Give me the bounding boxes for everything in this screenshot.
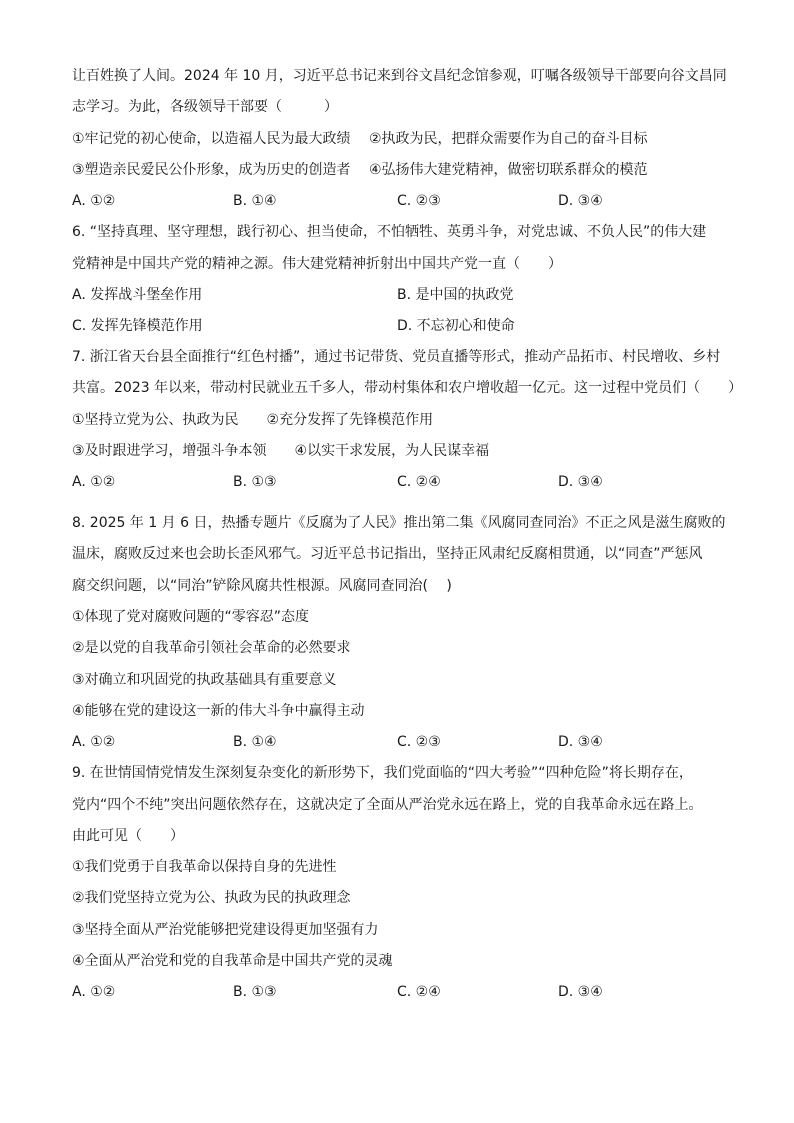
q7-option-c[interactable]: C. ②④: [397, 474, 441, 490]
q5-stem-line-2: 志学习。为此，各级领导干部要（ ）: [72, 99, 338, 115]
q8-option-c[interactable]: C. ②③: [397, 734, 441, 750]
q8-option-b[interactable]: B. ①④: [233, 734, 277, 750]
q5-option-d[interactable]: D. ③④: [558, 193, 603, 209]
q7-options: [72, 472, 732, 492]
q8-stem-line-3: 腐交织问题，以“同治”铲除风腐共性根源。风腐同查同治( ): [72, 578, 452, 594]
q5-options: [72, 191, 732, 211]
q7-option-a[interactable]: A. ①②: [72, 474, 116, 490]
q6-option-a[interactable]: A. 发挥战斗堡垒作用: [72, 287, 203, 303]
q9-options: [72, 982, 732, 1002]
q6-option-d[interactable]: D. 不忘初心和使命: [397, 318, 515, 334]
q7-option-b[interactable]: B. ①③: [233, 474, 277, 490]
q6-stem-line-2: 党精神是中国共产党的精神之源。伟大建党精神折射出中国共产党一直（ ）: [72, 256, 562, 272]
q8-option-a[interactable]: A. ①②: [72, 734, 116, 750]
q5-option-c[interactable]: C. ②③: [397, 193, 441, 209]
q5-stem-line-1: 让百姓换了人间。2024 年 10 月，习近平总书记来到谷文昌纪念馆参观，叮嘱各级领导干部要向谷文昌同: [72, 68, 727, 84]
q8-item-4: ④能够在党的建设这一新的伟大斗争中赢得主动: [72, 703, 365, 719]
q6-options-row-2: [72, 316, 732, 336]
q9-item-2: ②我们党坚持立党为公、执政为民的执政理念: [72, 890, 351, 906]
q6-stem-line-1: 6. “坚持真理、坚守理想，践行初心、担当使命，不怕牺牲、英勇斗争，对党忠诚、不负人民”的伟大建: [72, 224, 707, 240]
q9-stem-line-1: 9. 在世情国情党情发生深刻复杂变化的新形势下，我们党面临的“四大考验”“四种危险”将长期存在，: [72, 765, 693, 781]
q9-stem-line-2: 党内“四个不纯”突出问题依然存在，这就决定了全面从严治党永远在路上，党的自我革命永远在路上。: [72, 797, 703, 813]
q7-items-line-2: ③及时跟进学习，增强斗争本领 ④以实干求发展，为人民谋幸福: [72, 443, 490, 459]
q9-option-c[interactable]: C. ②④: [397, 984, 441, 1000]
q9-option-d[interactable]: D. ③④: [558, 984, 603, 1000]
q5-option-b[interactable]: B. ①④: [233, 193, 277, 209]
q8-item-1: ①体现了党对腐败问题的“零容忍”态度: [72, 609, 310, 625]
q9-stem-line-3: 由此可见（ ）: [72, 828, 184, 844]
q5-items-line-1: ①牢记党的初心使命，以造福人民为最大政绩 ②执政为民，把群众需要作为自己的奋斗目标: [72, 131, 648, 147]
q7-items-line-1: ①坚持立党为公、执政为民 ②充分发挥了先锋模范作用: [72, 412, 434, 428]
q9-option-b[interactable]: B. ①③: [233, 984, 277, 1000]
q7-stem-line-1: 7. 浙江省天台县全面推行“红色村播”，通过书记带货、党员直播等形式，推动产品拓市、村民增收、乡村: [72, 349, 721, 365]
q7-option-d[interactable]: D. ③④: [558, 474, 603, 490]
q5-items-line-2: ③塑造亲民爱民公仆形象，成为历史的创造者 ④弘扬伟大建党精神，做密切联系群众的模范: [72, 162, 648, 178]
q9-option-a[interactable]: A. ①②: [72, 984, 116, 1000]
q9-item-1: ①我们党勇于自我革命以保持自身的先进性: [72, 859, 337, 875]
q6-option-b[interactable]: B. 是中国的执政党: [397, 287, 514, 303]
q8-item-2: ②是以党的自我革命引领社会革命的必然要求: [72, 640, 351, 656]
q9-item-4: ④全面从严治党和党的自我革命是中国共产党的灵魂: [72, 953, 393, 969]
q6-option-c[interactable]: C. 发挥先锋模范作用: [72, 318, 203, 334]
q8-item-3: ③对确立和巩固党的执政基础具有重要意义: [72, 672, 337, 688]
q8-options: [72, 732, 732, 752]
q9-item-3: ③坚持全面从严治党能够把党建设得更加坚强有力: [72, 922, 379, 938]
q7-stem-line-2: 共富。2023 年以来，带动村民就业五千多人，带动村集体和农户增收超一亿元。这一过程中党员们（ ）: [72, 380, 743, 396]
q8-stem-line-2: 温床，腐败反过来也会助长歪风邪气。习近平总书记指出，坚持正风肃纪反腐相贯通，以“同查”严惩风: [72, 546, 703, 562]
q8-stem-line-1: 8. 2025 年 1 月 6 日，热播专题片《反腐为了人民》推出第二集《风腐同查同治》不正之风是滋生腐败的: [72, 515, 726, 531]
q6-options-row-1: [72, 285, 732, 305]
q8-option-d[interactable]: D. ③④: [558, 734, 603, 750]
q5-option-a[interactable]: A. ①②: [72, 193, 116, 209]
